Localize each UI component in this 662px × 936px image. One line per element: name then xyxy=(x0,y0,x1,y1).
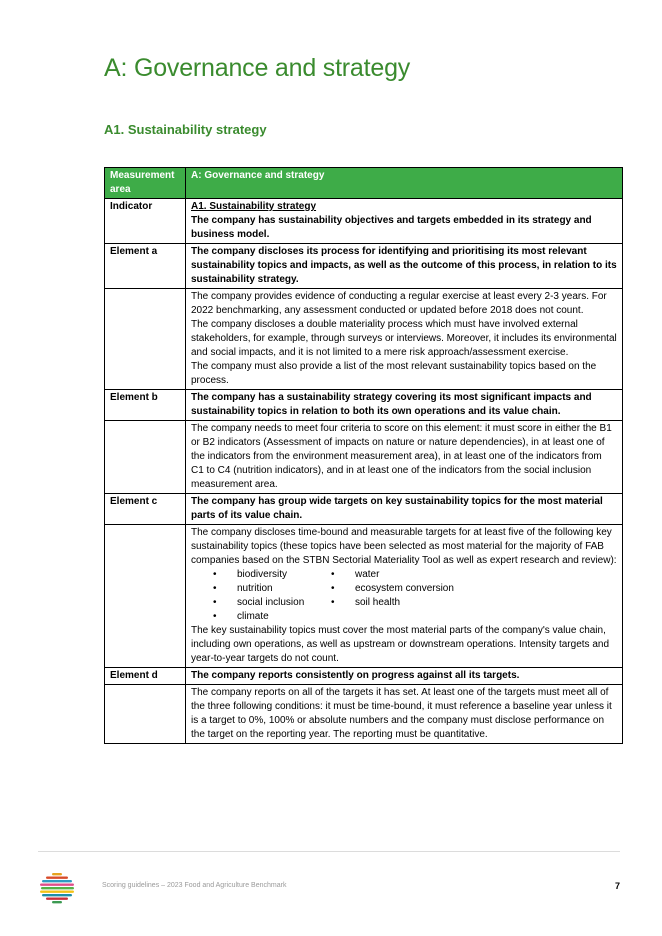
element-b-label: Element b xyxy=(105,390,186,421)
table-header-row xyxy=(105,168,623,199)
element-c-intro: The company discloses time-bound and measurable targets for at least five of the following key sustainability topics (these topics have been selected as most material for the majority of FAB companies based on the STBN Sectorial Materiality Tool as well as expert research and review): xyxy=(191,527,617,566)
element-b-empty-cell xyxy=(105,421,186,494)
element-d-empty-cell xyxy=(105,685,186,744)
topics-list xyxy=(191,568,617,624)
indicator-text: The company has sustainability objectives and targets embedded in its strategy and business model. xyxy=(191,215,592,240)
element-c-empty-cell xyxy=(105,525,186,668)
element-a-detail-1: The company provides evidence of conducting a regular exercise at least every 2-3 years. For 2022 benchmarking, any assessment conducted or updated before 2018 does not count. xyxy=(191,291,607,316)
table-row xyxy=(105,685,623,744)
element-c-text: The company has group wide targets on key sustainability topics for the most material parts of its value chain. xyxy=(186,494,623,525)
footer-text: Scoring guidelines – 2023 Food and Agriculture Benchmark xyxy=(102,882,287,889)
element-a-detail-2: The company discloses a double materiality process which must have involved external stakeholders, for example, through surveys or interviews. Moreover, it includes its environmental and social impacts, and it is not limited to a mere risk approach/assessment exercise. xyxy=(191,319,617,358)
page-number: 7 xyxy=(615,881,621,891)
element-c-label: Element c xyxy=(105,494,186,525)
element-a-detail-3: The company must also provide a list of the most relevant sustainability topics based on the process. xyxy=(191,361,597,386)
page-title: A: Governance and strategy xyxy=(104,54,411,82)
element-b-details: The company needs to meet four criteria to score on this element: it must score in either the B1 or B2 indicators (Assessment of impacts on nature or nature dependencies), in at least one of the indicators from the environment measurement area), in at least one of the indicators from C1 to C4 (nutrition indicators), and in at least one of the indicators from the social inclusion measurement area. xyxy=(186,421,623,494)
header-area-name: A: Governance and strategy xyxy=(186,168,623,199)
element-a-details xyxy=(186,289,623,390)
indicator-label: Indicator xyxy=(105,199,186,244)
list-item: • biodiversity xyxy=(213,568,331,582)
element-a-label: Element a xyxy=(105,244,186,289)
indicator-cell xyxy=(186,199,623,244)
table-row xyxy=(105,244,623,289)
scoring-table xyxy=(104,167,623,744)
header-measurement-area: Measurement area xyxy=(105,168,186,199)
element-d-label: Element d xyxy=(105,668,186,685)
table-row xyxy=(105,668,623,685)
benchmark-logo-icon xyxy=(40,872,76,904)
footer-divider xyxy=(38,851,620,852)
element-a-text: The company discloses its process for identifying and prioritising its most relevant sustainability topics and impacts, as well as the outcome of this process, in relation to its sustainability strategy. xyxy=(186,244,623,289)
indicator-name: A1. Sustainability strategy xyxy=(191,201,317,212)
element-c-outro: The key sustainability topics must cover the most material parts of the company's value chain, including own operations, as well as upstream or downstream operations. Intensity targets and year-to-year targets do not count. xyxy=(191,625,610,664)
element-b-text: The company has a sustainability strategy covering its most significant impacts and sustainability topics in relation to both its own operations and its value chain. xyxy=(186,390,623,421)
table-row xyxy=(105,390,623,421)
table-row xyxy=(105,421,623,494)
list-item: • nutrition xyxy=(213,582,331,596)
element-d-details: The company reports on all of the targets it has set. At least one of the targets must meet all of the three following conditions: it must be time-bound, it must reference a baseline year unless it is a target to 0%, 100% or absolute numbers and the company must disclose performance on the target on the reporting year. The reporting must be quantitative. xyxy=(186,685,623,744)
list-item: • climate xyxy=(213,610,331,624)
element-a-empty-cell xyxy=(105,289,186,390)
element-d-text: The company reports consistently on progress against all its targets. xyxy=(186,668,623,685)
list-item: • water xyxy=(331,568,531,582)
table-row xyxy=(105,525,623,668)
section-heading: A1. Sustainability strategy xyxy=(104,122,267,137)
table-row xyxy=(105,494,623,525)
list-item: • social inclusion xyxy=(213,596,331,610)
list-item: • soil health xyxy=(331,596,531,610)
table-row xyxy=(105,289,623,390)
table-row xyxy=(105,199,623,244)
element-c-details xyxy=(186,525,623,668)
list-item: • ecosystem conversion xyxy=(331,582,531,596)
